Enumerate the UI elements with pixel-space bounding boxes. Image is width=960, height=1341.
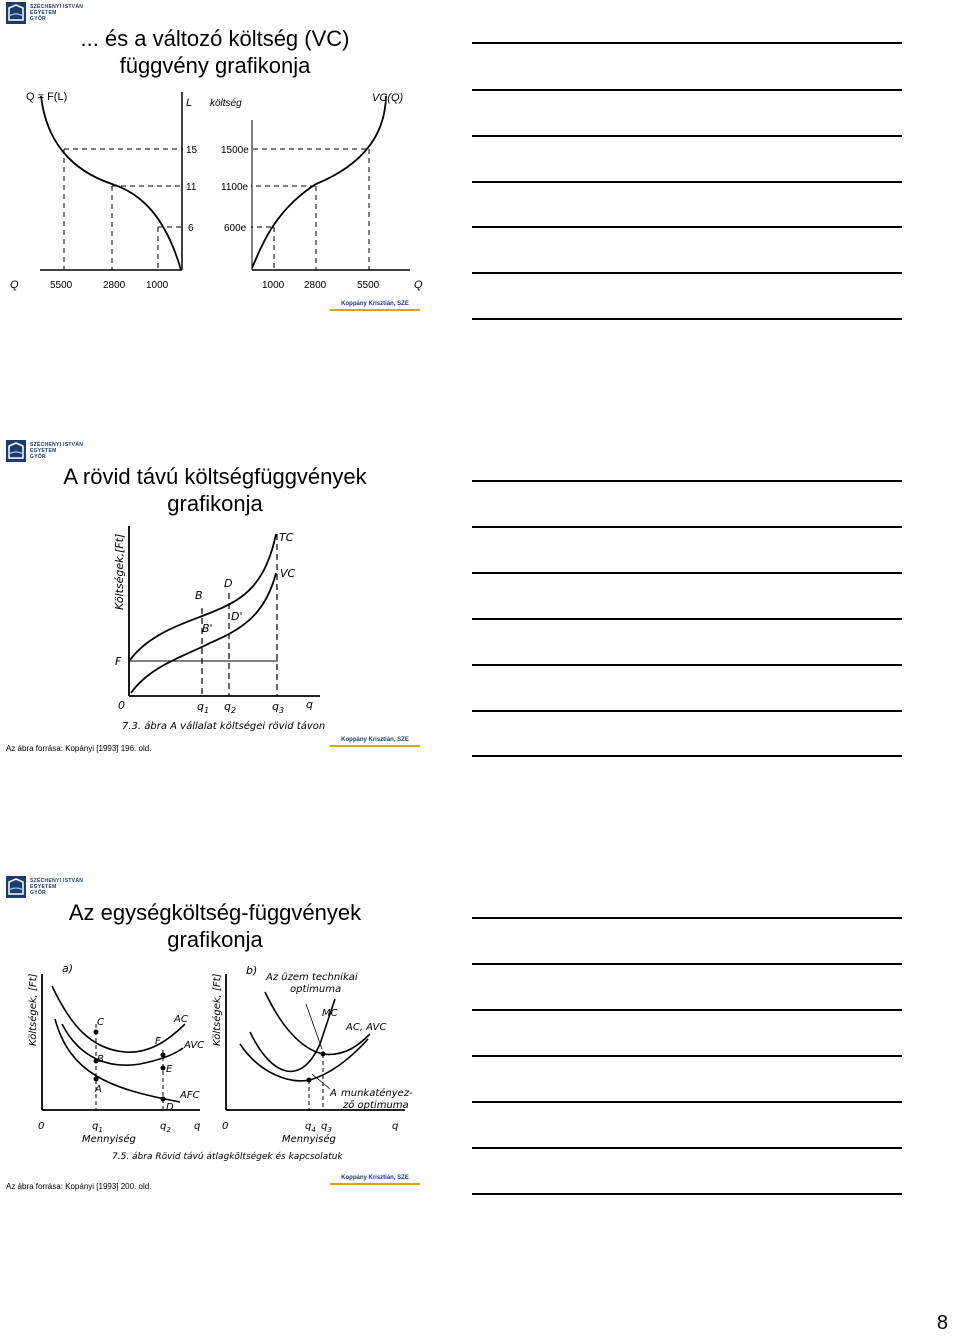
page-number: 8 (936, 1312, 948, 1334)
ac-label: AC (174, 1014, 188, 1025)
origin-a: 0 (38, 1121, 45, 1132)
ac-avc-label: AC, AVC (346, 1022, 387, 1033)
labor-optimum-label-1: munkatényez- (341, 1088, 413, 1099)
figure-caption: 7.3. ábra A vállalat költségei rövid távon (122, 721, 326, 732)
author-credit: Koppány Krisztián, SZE (330, 736, 420, 747)
note-line (472, 1101, 902, 1103)
note-line (472, 618, 902, 620)
mc-label: MC (322, 1008, 338, 1019)
note-line (472, 526, 902, 528)
avc-label: AVC (184, 1040, 205, 1051)
note-line (472, 181, 902, 183)
q-right-label: Q (414, 279, 423, 291)
point-b-label: B (97, 1054, 104, 1065)
slide-1 (0, 0, 430, 320)
quantity-label-b: Mennyiség (282, 1134, 336, 1145)
tc-label: TC (279, 531, 294, 544)
university-name: SZÉCHENYI ISTVÁN EGYETEM GYŐR (30, 4, 84, 22)
q1-label: $q_1$ (197, 700, 210, 715)
production-function-curve (41, 96, 181, 270)
point-a-label: A (95, 1084, 102, 1095)
point-b-label: B (195, 589, 203, 602)
l-axis-label: L (186, 97, 193, 109)
point-d-label: D (224, 577, 233, 590)
author-credit: Koppány Krisztián, SZE (330, 300, 420, 311)
q1-label: $q_1$ (92, 1121, 103, 1134)
short-run-cost-graph (0, 438, 430, 758)
note-line (472, 1009, 902, 1011)
point-f-label: F (155, 1036, 161, 1047)
q2-label: $q_2$ (160, 1121, 171, 1134)
note-line (472, 318, 902, 320)
point-e-label: E (166, 1064, 173, 1075)
point-d-label: D (166, 1102, 174, 1113)
note-line (472, 135, 902, 137)
panel-a-y-label: Költségek, [Ft] (28, 973, 39, 1046)
y-row-2-l: 11 (186, 182, 197, 193)
unit-cost-graphs (0, 874, 430, 1204)
note-line (472, 42, 902, 44)
ac-curve (52, 986, 185, 1052)
x-right-1: 1000 (262, 280, 285, 291)
q-axis-label: q (306, 698, 313, 711)
tech-optimum-label-1: Az üzem technikai (266, 972, 358, 983)
f-label: F (115, 655, 122, 668)
point-d-prime-label: D' (231, 610, 243, 623)
x-right-2: 2800 (304, 280, 327, 291)
note-line (472, 572, 902, 574)
note-line (472, 1193, 902, 1195)
panel-b-y-label: Költségek, [Ft] (212, 973, 223, 1046)
q2-label: $q_2$ (224, 700, 237, 715)
slide-3 (0, 874, 430, 1204)
afc-curve (55, 1019, 180, 1102)
x-left-2: 2800 (103, 280, 126, 291)
tech-optimum-label-2: optimuma (290, 984, 342, 995)
note-line (472, 1147, 902, 1149)
q3-label: $q_3$ (321, 1121, 332, 1134)
vc-curve (252, 96, 386, 268)
vc-label: VC (280, 567, 296, 580)
q-left-label: Q (10, 279, 19, 291)
y-axis-label: Költségek,[Ft] (113, 533, 126, 610)
note-line (472, 89, 902, 91)
afc-label: AFC (180, 1090, 200, 1101)
vc-q-label: VC(Q) (372, 92, 404, 104)
vc-derivation-graph (0, 0, 430, 300)
note-line (472, 272, 902, 274)
note-line (472, 755, 902, 757)
note-line (472, 480, 902, 482)
slide-title: ... és a változó költség (VC) függvény grafikonja (80, 26, 350, 78)
q4-label: $q_4$ (305, 1121, 316, 1134)
q-equals-f-l-label: Q = F(L) (26, 91, 68, 103)
note-line (472, 917, 902, 919)
q-label-b: q (392, 1121, 399, 1132)
slide-title: Az egységköltség-függvények grafikonja (68, 900, 362, 952)
panel-a-label: a) (62, 962, 74, 975)
note-line (472, 664, 902, 666)
labor-optimum-a: A (330, 1088, 337, 1099)
point-c-label: C (97, 1017, 104, 1028)
origin-label: 0 (118, 699, 125, 712)
y-row-3-cost: 600e (224, 223, 247, 234)
x-right-3: 5500 (357, 280, 380, 291)
note-line (472, 710, 902, 712)
tc-curve (130, 534, 276, 660)
figure-caption: 7.5. ábra Rövid távú átlagköltségek és kapcsolatuk (112, 1152, 343, 1162)
x-left-1: 5500 (50, 280, 73, 291)
y-row-3-l: 6 (188, 223, 194, 234)
university-name: SZÉCHENYI ISTVÁN EGYETEM GYŐR (30, 442, 84, 460)
author-credit: Koppány Krisztián, SZE (330, 1174, 420, 1185)
y-row-1-l: 15 (186, 145, 198, 156)
origin-b: 0 (222, 1121, 229, 1132)
q-label-a: q (194, 1121, 201, 1132)
note-line (472, 963, 902, 965)
quantity-label-a: Mennyiség (82, 1134, 136, 1145)
q3-label: $q_3$ (272, 700, 285, 715)
labor-optimum-label-2: ző optimuma (343, 1100, 409, 1111)
slide-2 (0, 438, 430, 758)
figure-source: Az ábra forrása: Kopányi [1993] 196. old. (6, 744, 152, 753)
university-name: SZÉCHENYI ISTVÁN EGYETEM GYŐR (30, 878, 84, 896)
slide-title: A rövid távú költségfüggvények grafikonja (63, 464, 367, 516)
note-line (472, 226, 902, 228)
point-b-prime-label: B' (202, 622, 213, 635)
x-left-3: 1000 (146, 280, 169, 291)
y-row-2-cost: 1100e (221, 182, 249, 193)
note-line (472, 1055, 902, 1057)
y-row-1-cost: 1500e (221, 145, 249, 156)
figure-source: Az ábra forrása: Kopányi [1993] 200. old. (6, 1182, 152, 1191)
cost-axis-label: költség (210, 98, 242, 109)
panel-b-label: b) (246, 964, 258, 977)
